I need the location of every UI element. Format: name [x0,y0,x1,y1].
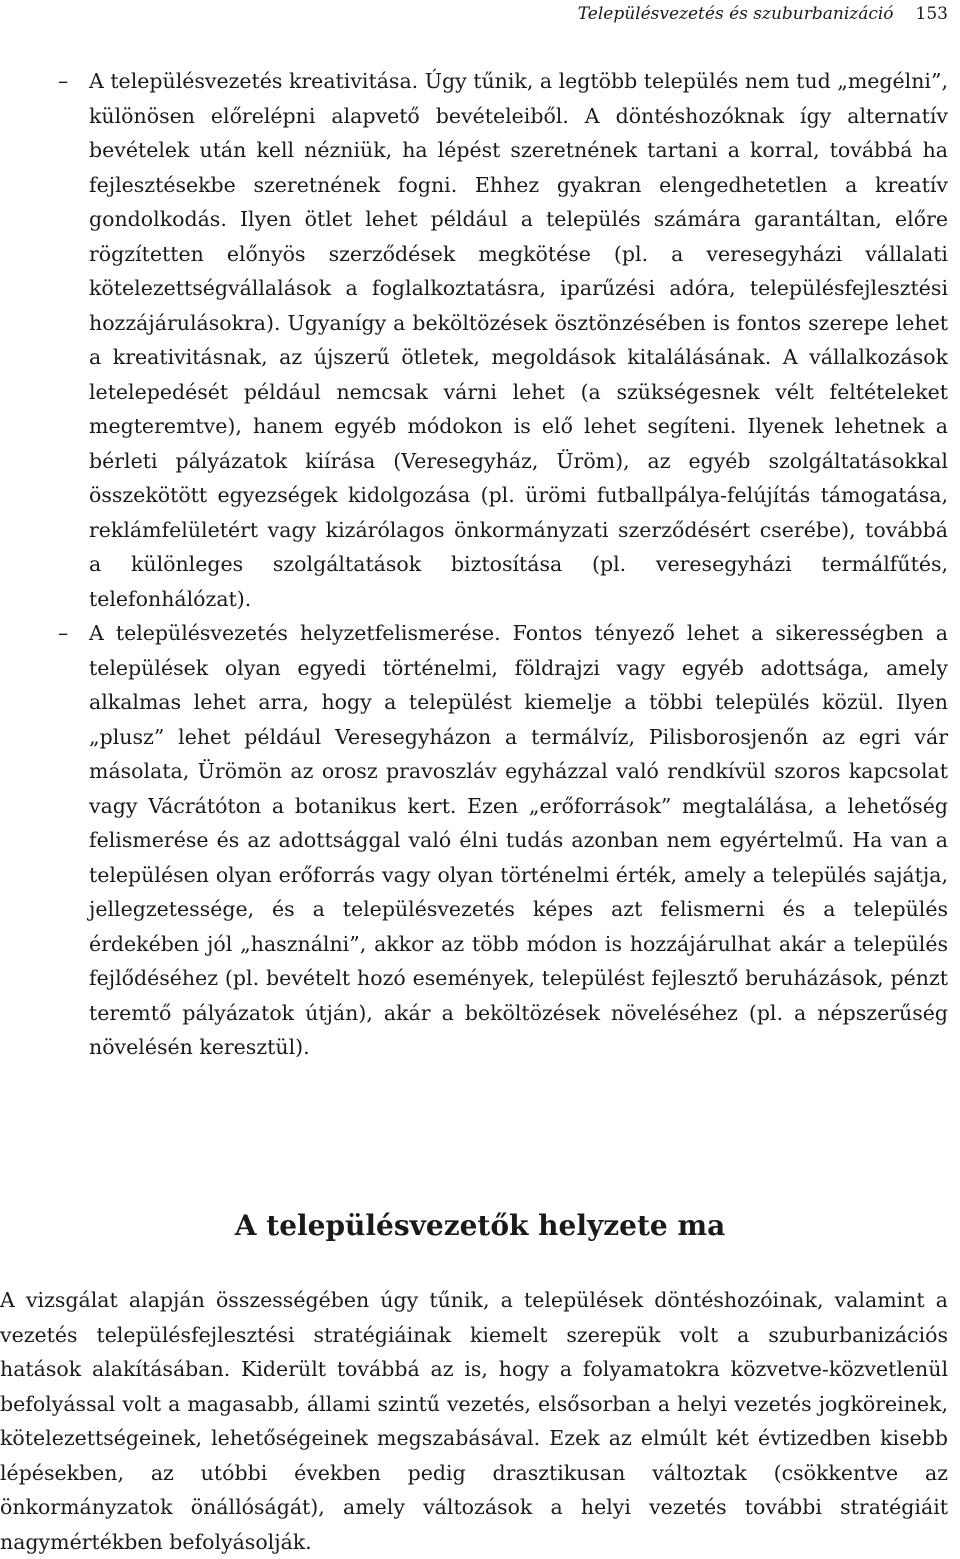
list-dash: – [58,69,69,93]
factor-list [0,64,960,1065]
list-dash: – [58,621,69,645]
list-item [0,616,960,1065]
list-item [0,64,960,616]
section-heading: A településvezetők helyzete ma [234,1209,726,1242]
list-item-text: A településvezetés kreativitása. Úgy tűnik, a legtöbb település nem tud „megélni”, különösen előrelépni alapvető bevételeiből. A döntéshozóknak így alternatív bevételek után kell nézniük, ha lépést szeretnének tartani a korral, továbbá ha fejlesztésekbe szeretnének fogni. Ehhez gyakran elengedhetetlen a kreatív gondolkodás. Ilyen ötlet lehet például a település számára garantáltan, előre rögzítetten előnyös szerződések megkötése (pl. a veresegyházi vállalati kötelezettségvállalások a foglalkoztatásra, iparűzési adóra, településfejlesztési hozzájárulásokra). Ugyanígy a beköltözések ösztönzésében is fontos szerepe lehet a kreativitásnak, az újszerű ötletek, megoldások kitalálásának. A vállalkozások letelepedését például nemcsak várni lehet (a szükségesnek vélt feltételeket megteremtve), hanem egyéb módokon is elő lehet segíteni. Ilyenek lehetnek a bérleti pályázatok kiírása (Veresegyház, Üröm), az egyéb szolgáltatásokkal összekötött egyezségek kidolgozása (pl. ürömi futballpálya-felújítás támogatása, reklámfelületért vagy kizárólagos önkormányzati szerződésért cserébe), továbbá a különleges szolgáltatások biztosítása (pl. veresegyházi termálfűtés, telefonhálózat). [89,69,948,611]
running-header [578,2,948,26]
list-item-text: A településvezetés helyzetfelismerése. Fontos tényező lehet a sikerességben a települések olyan egyedi történelmi, földrajzi vagy egyéb adottsága, amely alkalmas lehet arra, hogy a települést kiemelje a többi település közül. Ilyen „plusz” lehet például Veresegyházon a termálvíz, Pilisborosjenőn az egri vár másolata, Ürömön az orosz pravoszláv egyházzal való rendkívül szoros kapcsolat vagy Vácrátóton a botanikus kert. Ezen „erőforrások” megtalálása, a lehetőség felismerése és az adottsággal való élni tudás azonban nem egyértelmű. Ha van a településen olyan erőforrás vagy olyan történelmi érték, amely a település sajátja, jellegzetessége, és a településvezetés képes azt felismerni és a település érdekében jól „használni”, akkor az több módon is hozzájárulhat akár a település fejlődéséhez (pl. bevételt hozó események, települést fejlesztő beruházások, pénzt teremtő pályázatok útján), akár a beköltözések növeléséhez (pl. a népszerűség növelésén keresztül). [89,621,948,1059]
running-header-title: Településvezetés és szuburbanizáció [577,4,894,24]
section-paragraph: A vizsgálat alapján összességében úgy tűnik, a települések döntéshozóinak, valamint a vezetés településfejlesztési stratégiáinak kiemelt szerepük volt a szuburbanizációs hatások alakításában. Kiderült továbbá az is, hogy a folyamatokra közvetve-közvetlenül befolyással volt a magasabb, állami szintű vezetés, elsősorban a helyi vezetés jogköreinek, kötelezettségeinek, lehetőségeinek megszabásával. Ezek az elmúlt két évtizedben kisebb lépésekben, az utóbbi években pedig drasztikusan változtak (csökkentve az önkormányzatok önállóságát), amely változások a helyi vezetés további stratégiáit nagymértékben befolyásolják. [0,1288,948,1554]
page-number: 153 [915,4,948,24]
